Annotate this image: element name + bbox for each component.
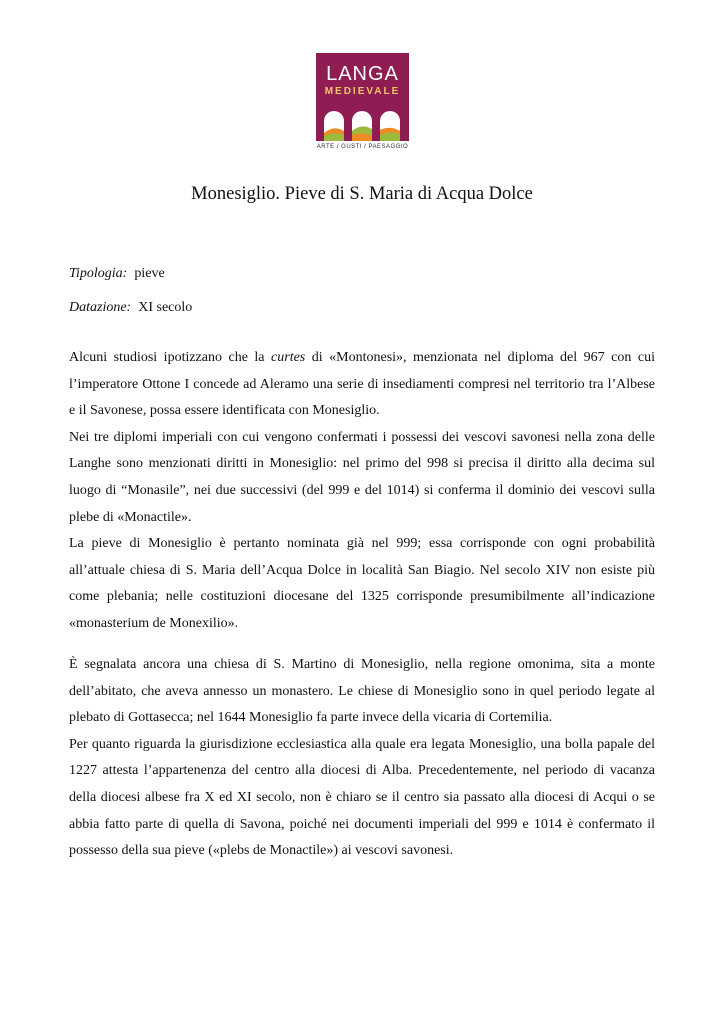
paragraph: Per quanto riguarda la giurisdizione ecclesiastica alla quale era legata Monesiglio, una bolla papale del 1227 attesta l’appartenenza del centro alla diocesi di Alba. Precedentemente, nel periodo di vacanza della diocesi albese fra X ed XI secolo, non è chiaro se il centro sia passato alla diocesi di Acqui o se abbia fatto parte di quella di Savona, poiché nei documenti imperiali del 999 e 1014 è confermato il possesso della sua pieve («plebs de Monactile») ai vescovi savonesi.	[69, 736, 655, 859]
section-one	[69, 345, 655, 638]
logo-tagline: ARTE / GUSTI / PAESAGGIO	[316, 144, 409, 150]
tipologia-value: pieve	[134, 266, 165, 281]
datazione-row	[69, 298, 192, 318]
logo-badge	[316, 53, 409, 141]
datazione-value: XI secolo	[138, 300, 193, 315]
datazione-label: Datazione:	[69, 300, 132, 315]
page-title: Monesiglio. Pieve di S. Maria di Acqua Dolce	[191, 184, 533, 204]
paragraph	[69, 345, 655, 425]
langa-medievale-logo	[316, 53, 409, 154]
paragraph: È segnalata ancora una chiesa di S. Martino di Monesiglio, nella regione omonima, sita a monte dell’abitato, che aveva annesso un monastero. Le chiese di Monesiglio sono in quel periodo legate al plebato di Gottasecca; nel 1644 Monesiglio fa parte invece della vicaria di Cortemilia.	[69, 657, 655, 726]
tipologia-label: Tipologia:	[69, 266, 128, 281]
paragraph-text: di «Montonesi», menzionata nel diploma del 967 con cui l’imperatore Ottone I concede ad Aleramo una serie di insediamenti compresi nel territorio tra l’Albese e il Savonese, possa essere identificata con Monesiglio.	[69, 350, 655, 419]
paragraph: Nei tre diplomi imperiali con cui vengono confermati i possessi dei vescovi savonesi nella zona delle Langhe sono menzionati diritti in Monesiglio: nel primo del 998 si precisa il diritto alla decima sul luogo di “Monasile”, nei due successivi (del 999 e del 1014) si conferma il dominio dei vescovi sulla plebe di «Monactile».	[69, 429, 655, 525]
logo-title: LANGA	[326, 63, 399, 85]
paragraph: La pieve di Monesiglio è pertanto nominata già nel 999; essa corrisponde con ogni probabilità all’attuale chiesa di S. Maria dell’Acqua Dolce in località San Biagio. Nel secolo XIV non esiste più come plebania; nelle costituzioni diocesane del 1325 corrisponde presumibilmente all’indicazione «monasterium de Monexilio».	[69, 536, 655, 631]
section-two	[69, 652, 655, 865]
logo-subtitle: MEDIEVALE	[324, 86, 401, 97]
emphasis-curtes: curtes	[271, 350, 306, 365]
arches-icon	[316, 101, 409, 141]
tipologia-row	[69, 264, 165, 284]
paragraph-text: Alcuni studiosi ipotizzano che la	[69, 350, 272, 365]
